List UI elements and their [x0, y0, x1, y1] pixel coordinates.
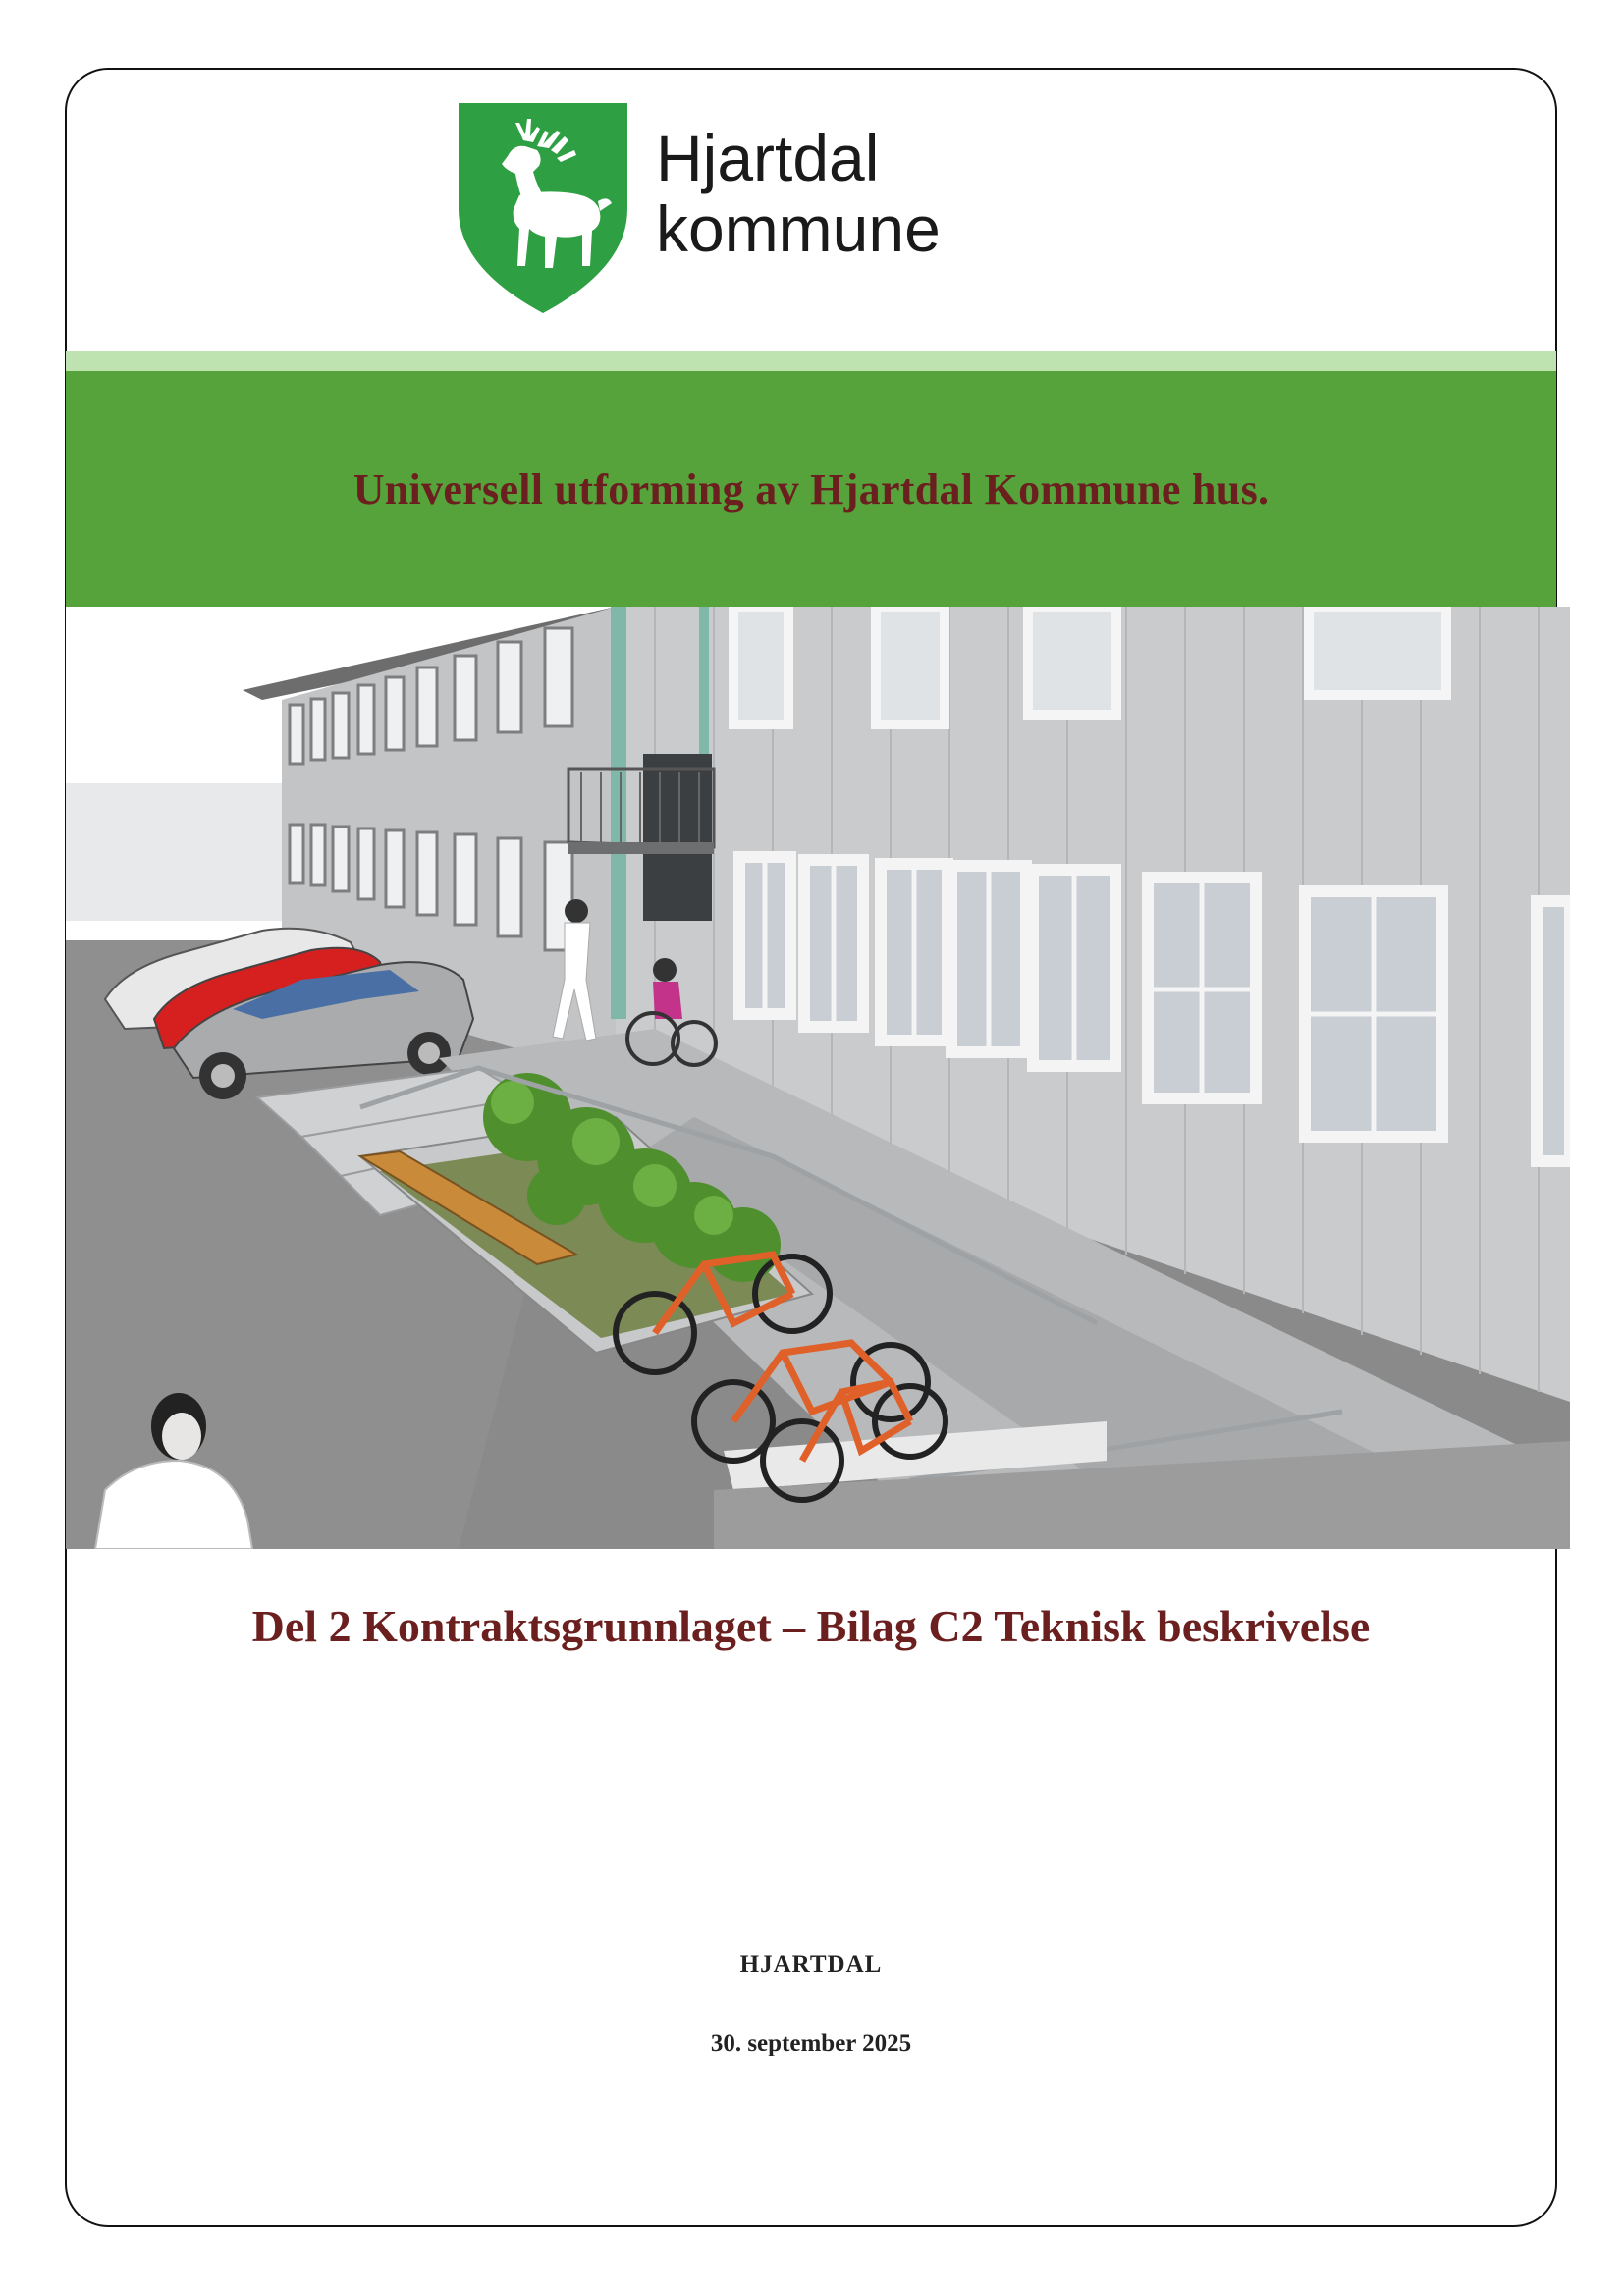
logo-line-2: kommune	[656, 192, 941, 265]
document-date: 30. september 2025	[710, 2030, 912, 2056]
banner-highlight	[66, 351, 1556, 371]
municipality-logo	[455, 101, 965, 317]
document-title: Universell utforming av Hjartdal Kommune hus.	[352, 464, 1270, 513]
location-label: HJARTDAL	[739, 1951, 883, 1978]
title-banner	[66, 371, 1556, 607]
building-accessibility-illustration	[66, 607, 1570, 1549]
deer-shield-icon	[455, 101, 631, 317]
logo-line-1: Hjartdal	[656, 122, 880, 194]
document-subtitle: Del 2 Kontraktsgrunnlaget – Bilag C2 Teknisk beskrivelse	[251, 1601, 1371, 1651]
logo-wordmark	[656, 123, 941, 264]
